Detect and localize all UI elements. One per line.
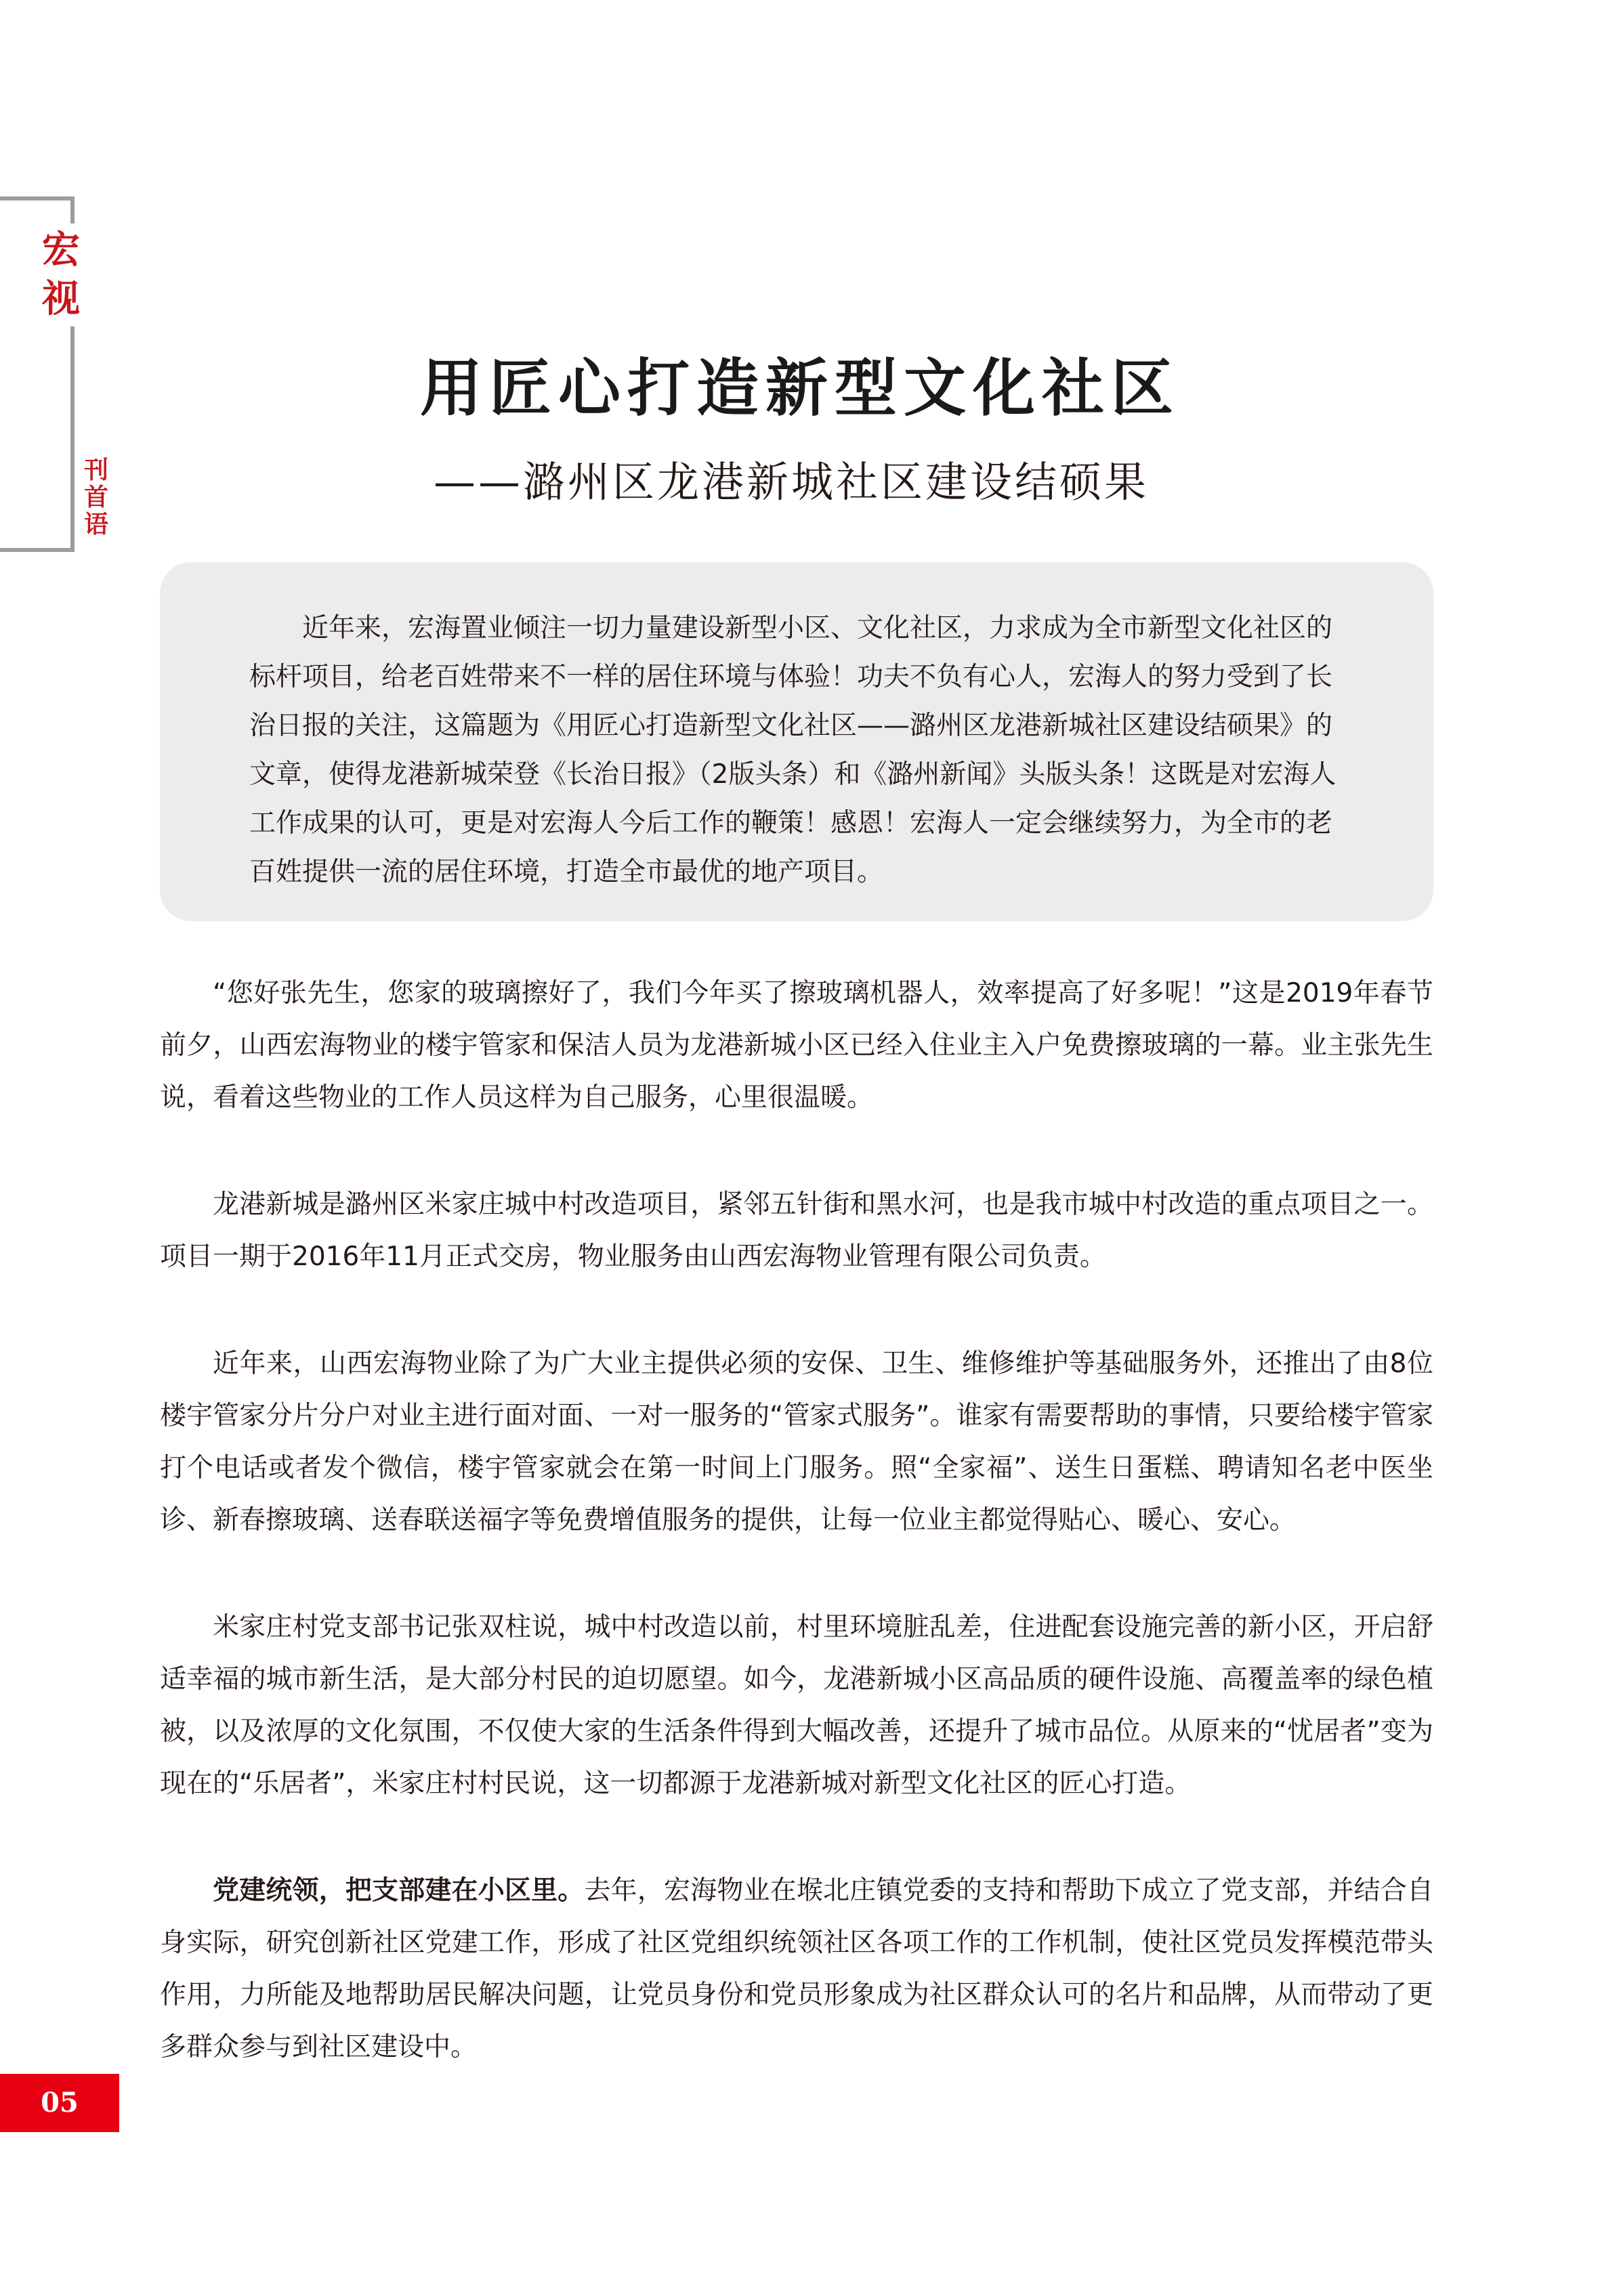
section-char: 视 (42, 277, 80, 321)
article-title: 用匠心打造新型文化社区 (419, 352, 1180, 425)
body-paragraph: “您好张先生，您家的玻璃擦好了，我们今年买了擦玻璃机器人，效率提高了好多呢！”这是2019年春节前夕，山西宏海物业的楼宇管家和保洁人员为龙港新城小区已经入住业主入户免费擦玻璃的一幕。业主张先生说，看着这些物业的工作人员这样为自己服务，心里很温暖。 (160, 978, 1433, 1113)
body-paragraph (160, 1865, 1433, 2073)
column-char: 刊 (83, 456, 108, 484)
paragraph-lead: 党建统领，把支部建在小区里。 (213, 1875, 585, 1906)
intro-paragraph: 近年来，宏海置业倾注一切力量建设新型小区、文化社区，力求成为全市新型文化社区的标杆项目，给老百姓带来不一样的居住环境与体验！功夫不负有心人，宏海人的努力受到了长治日报的关注，这篇题为《用匠心打造新型文化社区——潞州区龙港新城社区建设结硕果》的文章，使得龙港新城荣登《长治日报》（2版头条）和《潞州新闻》头版头条！这既是对宏海人工作成果的认可，更是对宏海人今后工作的鞭策！感恩！宏海人一定会继续努力，为全市的老百姓提供一流的居住环境，打造全市最优的地产项目。 (249, 613, 1336, 887)
body-paragraph: 近年来，山西宏海物业除了为广大业主提供必须的安保、卫生、维修维护等基础服务外，还推出了由8位楼宇管家分片分户对业主进行面对面、一对一服务的“管家式服务”。谁家有需要帮助的事情，只要给楼宇管家打个电话或者发个微信，楼宇管家就会在第一时间上门服务。照“全家福”、送生日蛋糕、聘请知名老中医坐诊、新春擦玻璃、送春联送福字等免费增值服务的提供，让每一位业主都觉得贴心、暖心、安心。 (160, 1348, 1433, 1535)
column-char: 语 (83, 511, 108, 538)
section-char: 宏 (42, 228, 80, 272)
intro-box (160, 562, 1433, 921)
column-char: 首 (83, 484, 108, 511)
page-number: 05 (0, 2074, 119, 2132)
body-paragraph: 米家庄村党支部书记张双柱说，城中村改造以前，村里环境脏乱差，住进配套设施完善的新小区，开启舒适幸福的城市新生活，是大部分村民的迫切愿望。如今，龙港新城小区高品质的硬件设施、高覆盖率的绿色植被，以及浓厚的文化氛围，不仅使大家的生活条件得到大幅改善，还提升了城市品位。从原来的“忧居者”变为现在的“乐居者”，米家庄村村民说，这一切都源于龙港新城对新型文化社区的匠心打造。 (160, 1612, 1433, 1799)
column-label (81, 457, 111, 538)
article-body (160, 967, 1433, 2128)
section-label (41, 224, 81, 326)
body-paragraph: 龙港新城是潞州区米家庄城中村改造项目，紧邻五针街和黑水河，也是我市城中村改造的重点项目之一。项目一期于2016年11月正式交房，物业服务由山西宏海物业管理有限公司负责。 (160, 1189, 1433, 1272)
article-subtitle: ——潞州区龙港新城社区建设结硕果 (434, 457, 1150, 507)
paragraph-text: 去年，宏海物业在堠北庄镇党委的支持和帮助下成立了党支部，并结合自身实际，研究创新社区党建工作，形成了社区党组织统领社区各项工作的工作机制，使社区党员发挥模范带头作用，力所能及地帮助居民解决问题，让党员身份和党员形象成为社区群众认可的名片和品牌，从而带动了更多群众参与到社区建设中。 (160, 1875, 1433, 2062)
